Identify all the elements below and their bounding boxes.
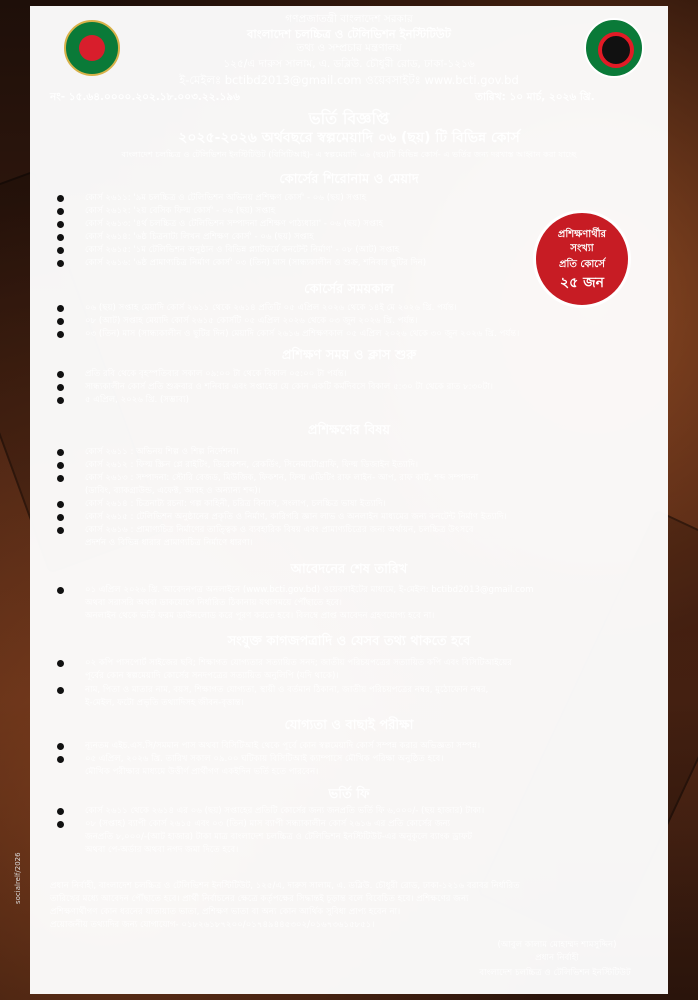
section-heading-deadline: আবেদনের শেষ তারিখ <box>290 562 408 577</box>
document-item-cont: ই-মেইল, ফটো প্রভৃতি তথ্যাদিসহ জীবন-বৃত্তান্ত। <box>85 698 244 708</box>
duration-item: ০৬ (ছয়) সপ্তাহ মেয়াদি কোর্স ২৬১১ থেকে ২৬১৪ প্রতিটি ০৫ এপ্রিল ২০২৬ থেকে ১৪ই মে ২০২৬ খ্রি. পর্যন্ত। <box>85 302 675 315</box>
course-item: কোর্স ২৬১৪: '৬ষ্ঠ চিত্রনাট্য লিখন প্রশিক্ষণ কোর্স' - ০৬ (ছয়) সপ্তাহ <box>85 231 675 244</box>
duration-item: ০৮ (আট) সপ্তাহ মেয়াদি কোর্স ২৬১৫ কোর্সটি ০৫ এপ্রিল ২০২৬ থেকে ০৩ জুন ২০২৬ খ্রি. পর্যন্ত। <box>85 315 675 328</box>
ministry-name: তথ্য ও সম্প্রচার মন্ত্রণালয় <box>296 42 402 54</box>
memo-number: নং- ১৫.৬৪.০০০০.২০২.১৮.০০৩.২২.১৯৬ <box>50 91 240 103</box>
badge-line: প্রতি কোর্সে <box>559 259 605 270</box>
schedule-item: সান্ধ্যকালীন কোর্স প্রতি শুক্রবার ও শনিবার এবং সপ্তাহের যে কোন একটি কর্মদিবসে বিকাল ৫:৩০ টা থেকে রাত ৮:৩০টা। <box>85 381 675 394</box>
document-item-cont: পূর্বের কোন স্বল্পমেয়াদি কোর্সের সনদপত্রের সত্যায়িত অনুলিপি (যদি থাকে)। <box>85 671 339 681</box>
course-item: কোর্স ২৬১৩: '৪র্থ চলচ্চিত্র ও টেলিভিশন সম্পাদনা প্রশিক্ষণ পাঠ্যধারা' - ০৬ (ছয়) সপ্তাহ <box>85 218 675 231</box>
eligibility-item-cont: মৌখিক পরীক্ষার মাধ্যমে উত্তীর্ণ প্রার্থীগণ একইদিন ভর্তি হতে পারবেন। <box>85 767 319 777</box>
section-heading-eligibility: যোগ্যতা ও বাছাই পরীক্ষা <box>284 718 414 733</box>
institute-name: বাংলাদেশ চলচ্চিত্র ও টেলিভিশন ইনস্টিটিউট <box>247 27 451 41</box>
eligibility-item: ন্যূনতম এইচ.এস.সি/সমমান পাস অথবা বিসিটিআই থেকে পূর্বে কোন স্বল্পমেয়াদি কোর্স সম্পন্ন করার অভিজ্ঞতা সম্পন্ন। <box>85 740 675 753</box>
notice-intro: বাংলাদেশ চলচ্চিত্র ও টেলিভিশন ইনস্টিটিউট (বিসিটিআই)- এ স্বল্পমেয়াদি ০৬ (ছয়)টি বিভিন্ন কোর্স- এ ভর্তির জন্য দরখাস্ত আহ্বান করা যাচ্ছে <box>121 149 577 159</box>
section-heading-duration: কোর্সের সময়কাল <box>304 282 394 297</box>
section-heading-schedule: প্রশিক্ষণ সময় ও ক্লাস শুরু <box>281 348 417 363</box>
bcti-logo-icon <box>584 18 644 78</box>
footer-line: প্রধান নির্বাহী, বাংলাদেশ চলচ্চিত্র ও টেলিভিশন ইনস্টিটিউট, ১২৫/এ, দারুস সালাম, এ. ডব্লিউ. চৌধুরী রোড, ঢাকা-১২১৬ বরাবর নির্ধারিত <box>50 881 520 891</box>
contact-line: ই-মেইলঃ bctibd2013@gmail.com ওয়েবসাইটঃ www.bcti.gov.bd <box>179 73 519 87</box>
section-heading-courses: কোর্সের শিরোনাম ও মেয়াদ <box>279 172 419 187</box>
schedule-item: প্রতি রবি থেকে বৃহস্পতিবার সকাল ০৯:০০ টা থেকে বিকাল ০৫:০০ টা পর্যন্ত। <box>85 368 675 381</box>
course-item: কোর্স ২৬১২: '২য় বেসিক ফিল্ম কোর্স' - ০৬ (ছয়) সপ্তাহ <box>85 205 675 218</box>
signatory-role: প্রধান নির্বাহী <box>535 953 579 963</box>
notice-subtitle: ২০২৫-২০২৬ অর্থবছরে স্বল্পমেয়াদি ০৬ (ছয়) টি বিভিন্ন কোর্স <box>178 130 520 146</box>
subject-item: কোর্স ২৬১২ : ফিল্ম স্ক্রিন প্লে রাইটিং, ডিরেকশন, রেকর্ডিং, সিনেমাটোগ্রাফি, ফিল্ম ডিজাইন ইত্যাদি। <box>85 459 675 472</box>
course-item: কোর্স ২৬১১: '৯ম চলচ্চিত্র ও টেলিভিশন অভিনয় প্রশিক্ষণ কোর্স' - ০৬ (ছয়) সপ্তাহ <box>85 192 675 205</box>
deadline-item-cont: অনলাইন থেকে ভর্তি ফরম ডাউনলোড করে পূরণ করতে হবে। বিলম্বে প্রাপ্ত আবেদন গ্রহণযোগ্য হবে না। <box>85 611 435 621</box>
document-item: নাম, পিতা ও মাতার নাম, বয়স, শিক্ষাগত যোগ্যতা, স্থায়ী ও বর্তমান ঠিকানা, জাতীয় পরিচয়পত্রের নম্বর, মুঠোফোন নম্বর, <box>85 684 675 697</box>
signatory-name: (আবুল কালাম মোহাম্মদ শামসুদ্দিন) <box>497 940 617 950</box>
subject-item: কোর্স ২৬১৫ : টেলিভিশন অনুষ্ঠানের প্রকৃতি ও নির্মাণ, কারিগরি জ্ঞান লাভ ও অনলাইন মাধ্যমের জন্য কনটেন্ট নির্মাণ ইত্যাদি। <box>85 511 675 524</box>
eligibility-item: ০৫ এপ্রিল, ২০২৬ খ্রি. তারিখ সকাল ০৯.০০ ঘটিকায় বিসিটিআই ক্যাম্পাসে মৌখিক পরিক্ষা অনুষ্ঠিত হবে। <box>85 753 675 766</box>
document-item: ০২ কপি পাসপোর্ট সাইজের ছবি; শিক্ষাগত যোগ্যতার সত্যায়িত সনদ; জাতীয় পরিচয়পত্রের সত্যায়িত কপি এবং বিসিটিআইয়ের <box>85 657 675 670</box>
fee-item-cont: অথবা পে-অর্ডার অথবা নগদ জমা দিতে হবে। <box>85 845 239 855</box>
subject-item-cont: প্রদর্শন ও বিভিন্ন ধারার প্রামাণ্যচিত্র নির্মাণে ধারণা। <box>85 538 253 548</box>
subject-item: কোর্স ২৬১৬ : প্রামাণ্যচিত্র নির্মাণের তাত্ত্বিক ও ব্যবহারিক বিষয় এবং প্রামাণ্যচিত্রের জন্য অর্থায়ন, চলচ্চিত্র উৎসবে <box>85 524 675 537</box>
subject-item: কোর্স ২৬১৪ : চিত্রনাট্য রচনা: গল্প কাহিনী, চরিত্র বিন্যাস, সংলাপ, চলচ্চিত্র ভাষা ইত্যাদি। <box>85 498 675 511</box>
fee-item: কোর্স ২৬১১ থেকে ২৬১৪ এর ০৬ (ছয়) সপ্তাহের প্রতিটি কোর্সের জন্য জনপ্রতি ভর্তি ফি ৬,০০০/- (ছয় হাজার) টাকা। <box>85 805 675 818</box>
course-item: কোর্স ২৬১৫: '১ম টেলিভিশন অনুষ্ঠান ও বিভিন্ন প্ল্যাটফর্মে কনটেন্ট নির্মাণ' - ০৮ (আট) সপ্তাহ <box>85 244 675 257</box>
duration-item: ০৩ (তিন) মাস (সান্ধ্যকালীন ও ছুটির দিন) মেয়াদি কোর্স ২৬১৬ প্রশিক্ষণকাল ০৫ এপ্রিল ২০২৬ থেকে ৩০ জুন ২০২৬ খ্রি. পর্যন্ত। <box>85 328 675 341</box>
section-heading-subjects: প্রশিক্ষণের বিষয় <box>307 423 391 438</box>
address: ১২৫/এ দারুস সালাম, এ. ডব্লিউ. চৌধুরী রোড, ঢাকা-১২১৬ <box>223 58 475 70</box>
subject-item-cont: (ডাবিং, ব্যাকগ্রাউন্ড, এফেক্ট, আবহ ও অন্যান্য শব্দ)। <box>85 486 261 496</box>
notice-date: তারিখ: ১০ মার্চ, ২০২৬ খ্রি. <box>475 91 595 103</box>
schedule-item: ৫ এপ্রিল, ২০২৬ খ্রি. (সম্ভাব্য) <box>85 394 675 407</box>
footer-line: তারিখের মধ্যে আবেদন পৌঁছাতে হবে। প্রার্থী নির্বাচনের ক্ষেত্রে কর্তৃপক্ষের সিদ্ধান্তই চূড়ান্ত বলে বিবেচিত হবে। প্রশিক্ষণের জন্য <box>50 894 469 904</box>
side-note: socialrelf/2026 <box>14 852 22 904</box>
deadline-item-cont: অথবা সরাসরি অথবা ডাকযোগে নির্ধারিত ঠিকানায় যথাসময়ে পৌঁছাতে হবে। <box>85 598 342 608</box>
footer-line: প্রশিক্ষণার্থীগণ কোন ধরনের যাতায়াত ভাতা, প্রশিক্ষণ ভাতা বা অন্য কোন আর্থিক সুবিধা প্রাপ্য হবেন না। <box>50 907 401 917</box>
government-emblem-icon <box>64 20 120 76</box>
notice-title: ভর্তি বিজ্ঞপ্তি <box>308 109 390 128</box>
deadline-item: ০১ এপ্রিল ২০২৬ খ্রি. আবেদনপত্র অনলাইনে (www.bcti.gov.bd) ওয়েবসাইটের মাধ্যমে, ই-মেইল: bctibd2013@gmail.com <box>85 584 675 597</box>
section-heading-fees: ভর্তি ফি <box>328 787 370 802</box>
subject-item: কোর্স ২৬১৩ : সম্পাদনা: স্টোরি বেজড, মিউজিক, ফিকশন, ফিল্ম এডিটিং রাফ লাইন- আপ, রাফ কাট, শব্দ সম্পাদনা <box>85 472 675 485</box>
badge-count: ২৫ জন <box>560 275 604 291</box>
badge-line: সংখ্যা <box>570 243 594 254</box>
section-heading-documents: সংযুক্ত কাগজপত্রাদি ও যেসব তথ্য থাকতে হবে <box>227 634 471 649</box>
footer-contact: প্রয়োজনীয় তথ্যাদির জন্য যোগাযোগ- ০১৮২৬১৮৭২০০/০১৭৪৯৪৪৫৩০২/০১৬৭৩৬১৫৮৫১। <box>50 920 375 930</box>
subject-item: কোর্স ২৬১১ : অভিনয় শিল্প ও শিল্প নির্দেশনা। <box>85 446 675 459</box>
fee-item-cont: জনপ্রতি ৮,০০০/-(আট হাজার) টাকা মাত্র বাংলাদেশ চলচ্চিত্র ও টেলিভিশন ইনস্টিটিউট-এর অনুকূলে ব্যাংক ড্রাফট <box>85 832 473 842</box>
fee-item: ০৮ (সপ্তাহ) ব্যাপী কোর্স ২৬১৫ এবং ০৩ (তিন) মাস ব্যাপী সন্ধ্যাকালীন কোর্স ২৬১৬ এর প্রতি কোর্সের জন্য <box>85 818 675 831</box>
badge-line: প্রশিক্ষণার্থীর <box>557 229 607 240</box>
signatory-org: বাংলাদেশ চলচ্চিত্র ও টেলিভিশন ইনস্টিটিউট <box>479 968 631 978</box>
course-item: কোর্স ২৬১৬: '৬ষ্ঠ প্রামাণ্যচিত্র নির্মাণ কোর্স' ০৩ (তিন) মাস (সান্ধ্যকালীন ও শুক্র, শনিবার ছুটির দিন) <box>85 257 675 270</box>
govt-name: গণপ্রজাতন্ত্রী বাংলাদেশ সরকার <box>285 13 413 25</box>
